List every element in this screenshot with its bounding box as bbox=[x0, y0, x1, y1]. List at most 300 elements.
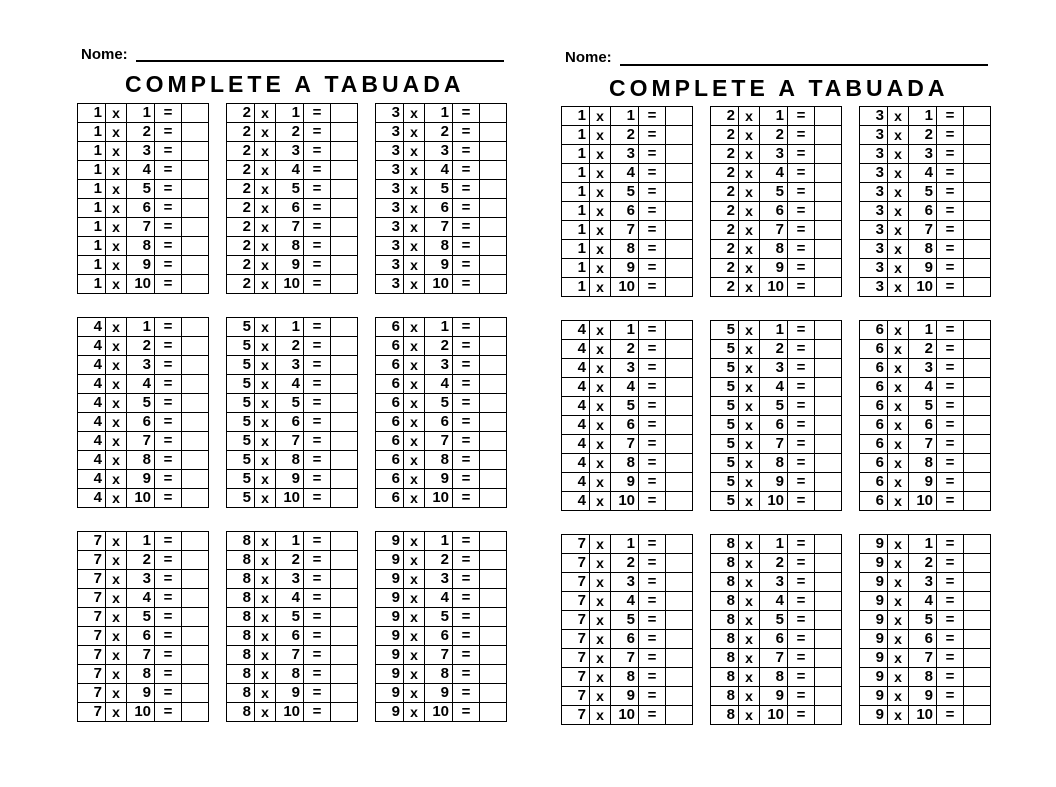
equals-cell: = bbox=[639, 668, 666, 687]
operator-cell: x bbox=[888, 202, 909, 221]
operator-cell: x bbox=[255, 413, 276, 432]
operator-cell: x bbox=[590, 554, 611, 573]
equals-cell: = bbox=[304, 256, 331, 275]
operator-cell: x bbox=[255, 684, 276, 703]
operator-cell: x bbox=[106, 551, 127, 570]
operator-cell: x bbox=[739, 554, 760, 573]
operator-cell: x bbox=[739, 240, 760, 259]
answer-cell[interactable] bbox=[964, 492, 991, 511]
equals-cell: = bbox=[639, 397, 666, 416]
multiplier-cell: 3 bbox=[276, 356, 304, 375]
factor-cell: 9 bbox=[376, 627, 404, 646]
answer-cell[interactable] bbox=[666, 164, 693, 183]
answer-cell[interactable] bbox=[964, 378, 991, 397]
equals-cell: = bbox=[155, 123, 182, 142]
operator-cell: x bbox=[404, 551, 425, 570]
equals-cell: = bbox=[453, 551, 480, 570]
operator-cell: x bbox=[106, 589, 127, 608]
factor-cell: 8 bbox=[227, 589, 255, 608]
equals-cell: = bbox=[304, 451, 331, 470]
multiplier-cell: 1 bbox=[127, 104, 155, 123]
multiplier-cell: 7 bbox=[425, 218, 453, 237]
equals-cell: = bbox=[788, 630, 815, 649]
multiplier-cell: 6 bbox=[909, 416, 937, 435]
equals-cell: = bbox=[937, 240, 964, 259]
multiplier-cell: 5 bbox=[425, 180, 453, 199]
answer-cell[interactable] bbox=[666, 611, 693, 630]
table-row bbox=[860, 611, 991, 630]
operator-cell: x bbox=[590, 259, 611, 278]
multiplier-cell: 5 bbox=[611, 397, 639, 416]
multiplier-cell: 7 bbox=[909, 435, 937, 454]
multiplier-cell: 2 bbox=[127, 551, 155, 570]
equals-cell: = bbox=[788, 573, 815, 592]
table-row bbox=[562, 416, 693, 435]
multiplier-cell: 4 bbox=[760, 592, 788, 611]
table-row bbox=[860, 554, 991, 573]
answer-cell[interactable] bbox=[815, 126, 842, 145]
answer-cell[interactable] bbox=[666, 397, 693, 416]
answer-cell[interactable] bbox=[815, 473, 842, 492]
operator-cell: x bbox=[739, 573, 760, 592]
equals-cell: = bbox=[304, 161, 331, 180]
factor-cell: 3 bbox=[860, 164, 888, 183]
answer-cell[interactable] bbox=[815, 145, 842, 164]
answer-cell[interactable] bbox=[666, 492, 693, 511]
answer-cell[interactable] bbox=[815, 687, 842, 706]
factor-cell: 3 bbox=[860, 202, 888, 221]
equals-cell: = bbox=[453, 665, 480, 684]
equals-cell: = bbox=[788, 145, 815, 164]
equals-cell: = bbox=[453, 394, 480, 413]
operator-cell: x bbox=[739, 221, 760, 240]
table-row bbox=[860, 706, 991, 725]
table-row bbox=[562, 221, 693, 240]
equals-cell: = bbox=[639, 592, 666, 611]
answer-cell[interactable] bbox=[666, 473, 693, 492]
equals-cell: = bbox=[155, 413, 182, 432]
multiplier-cell: 4 bbox=[425, 589, 453, 608]
factor-cell: 2 bbox=[227, 104, 255, 123]
answer-cell[interactable] bbox=[666, 416, 693, 435]
multiplier-cell: 10 bbox=[611, 278, 639, 297]
operator-cell: x bbox=[404, 256, 425, 275]
equals-cell: = bbox=[937, 630, 964, 649]
answer-cell[interactable] bbox=[666, 687, 693, 706]
answer-cell[interactable] bbox=[666, 668, 693, 687]
equals-cell: = bbox=[453, 180, 480, 199]
answer-cell[interactable] bbox=[964, 535, 991, 554]
answer-cell[interactable] bbox=[666, 359, 693, 378]
multiplier-cell: 5 bbox=[909, 611, 937, 630]
answer-cell[interactable] bbox=[815, 416, 842, 435]
operator-cell: x bbox=[106, 375, 127, 394]
operator-cell: x bbox=[255, 703, 276, 722]
answer-cell[interactable] bbox=[815, 183, 842, 202]
answer-cell[interactable] bbox=[964, 435, 991, 454]
operator-cell: x bbox=[404, 218, 425, 237]
answer-cell[interactable] bbox=[666, 435, 693, 454]
equals-cell: = bbox=[937, 573, 964, 592]
answer-cell[interactable] bbox=[666, 202, 693, 221]
answer-cell[interactable] bbox=[964, 202, 991, 221]
factor-cell: 1 bbox=[562, 126, 590, 145]
answer-cell[interactable] bbox=[666, 706, 693, 725]
factor-cell: 9 bbox=[376, 589, 404, 608]
answer-cell[interactable] bbox=[666, 240, 693, 259]
multiplier-cell: 9 bbox=[611, 473, 639, 492]
answer-cell[interactable] bbox=[815, 630, 842, 649]
equals-cell: = bbox=[639, 183, 666, 202]
factor-cell: 3 bbox=[860, 107, 888, 126]
equals-cell: = bbox=[304, 142, 331, 161]
equals-cell: = bbox=[155, 104, 182, 123]
multiplier-cell: 5 bbox=[760, 611, 788, 630]
multiplier-cell: 2 bbox=[760, 554, 788, 573]
answer-cell[interactable] bbox=[815, 492, 842, 511]
table-row bbox=[711, 416, 842, 435]
factor-cell: 6 bbox=[860, 473, 888, 492]
times-table-3 bbox=[859, 106, 991, 297]
factor-cell: 3 bbox=[376, 199, 404, 218]
answer-cell[interactable] bbox=[964, 454, 991, 473]
operator-cell: x bbox=[255, 608, 276, 627]
answer-cell[interactable] bbox=[815, 164, 842, 183]
multiplier-cell: 9 bbox=[276, 256, 304, 275]
operator-cell: x bbox=[739, 630, 760, 649]
answer-cell[interactable] bbox=[964, 145, 991, 164]
operator-cell: x bbox=[404, 123, 425, 142]
multiplier-cell: 2 bbox=[909, 340, 937, 359]
multiplier-cell: 9 bbox=[425, 684, 453, 703]
operator-cell: x bbox=[404, 180, 425, 199]
answer-cell[interactable] bbox=[666, 554, 693, 573]
answer-cell[interactable] bbox=[964, 668, 991, 687]
operator-cell: x bbox=[888, 649, 909, 668]
answer-cell[interactable] bbox=[815, 649, 842, 668]
factor-cell: 3 bbox=[376, 142, 404, 161]
equals-cell: = bbox=[304, 570, 331, 589]
equals-cell: = bbox=[155, 275, 182, 294]
operator-cell: x bbox=[590, 416, 611, 435]
answer-cell[interactable] bbox=[666, 126, 693, 145]
answer-cell[interactable] bbox=[964, 706, 991, 725]
operator-cell: x bbox=[590, 164, 611, 183]
answer-cell[interactable] bbox=[964, 221, 991, 240]
multiplier-cell: 4 bbox=[760, 378, 788, 397]
answer-cell[interactable] bbox=[815, 611, 842, 630]
answer-cell[interactable] bbox=[815, 397, 842, 416]
factor-cell: 2 bbox=[711, 259, 739, 278]
answer-cell[interactable] bbox=[815, 706, 842, 725]
multiplier-cell: 10 bbox=[127, 489, 155, 508]
factor-cell: 7 bbox=[562, 687, 590, 706]
equals-cell: = bbox=[639, 378, 666, 397]
answer-cell[interactable] bbox=[666, 340, 693, 359]
table-row bbox=[711, 454, 842, 473]
factor-cell: 5 bbox=[711, 416, 739, 435]
multiplier-cell: 9 bbox=[425, 256, 453, 275]
equals-cell: = bbox=[155, 470, 182, 489]
answer-cell[interactable] bbox=[815, 340, 842, 359]
answer-cell[interactable] bbox=[815, 240, 842, 259]
equals-cell: = bbox=[639, 435, 666, 454]
factor-cell: 9 bbox=[376, 684, 404, 703]
answer-cell[interactable] bbox=[815, 592, 842, 611]
factor-cell: 9 bbox=[860, 668, 888, 687]
answer-cell[interactable] bbox=[815, 221, 842, 240]
operator-cell: x bbox=[404, 104, 425, 123]
answer-cell[interactable] bbox=[815, 359, 842, 378]
table-row bbox=[711, 126, 842, 145]
multiplier-cell: 3 bbox=[760, 145, 788, 164]
equals-cell: = bbox=[453, 470, 480, 489]
answer-cell[interactable] bbox=[666, 378, 693, 397]
answer-cell[interactable] bbox=[964, 240, 991, 259]
factor-cell: 1 bbox=[562, 278, 590, 297]
answer-cell[interactable] bbox=[666, 535, 693, 554]
factor-cell: 9 bbox=[860, 630, 888, 649]
answer-cell[interactable] bbox=[815, 454, 842, 473]
multiplier-cell: 9 bbox=[909, 259, 937, 278]
equals-cell: = bbox=[304, 104, 331, 123]
multiplier-cell: 3 bbox=[425, 142, 453, 161]
equals-cell: = bbox=[937, 649, 964, 668]
equals-cell: = bbox=[788, 554, 815, 573]
equals-cell: = bbox=[453, 608, 480, 627]
multiplier-cell: 6 bbox=[127, 413, 155, 432]
operator-cell: x bbox=[106, 413, 127, 432]
equals-cell: = bbox=[937, 378, 964, 397]
equals-cell: = bbox=[788, 611, 815, 630]
answer-cell[interactable] bbox=[964, 259, 991, 278]
factor-cell: 7 bbox=[562, 649, 590, 668]
equals-cell: = bbox=[937, 668, 964, 687]
equals-cell: = bbox=[453, 703, 480, 722]
table-row bbox=[711, 573, 842, 592]
equals-cell: = bbox=[788, 183, 815, 202]
multiplier-cell: 3 bbox=[611, 359, 639, 378]
answer-cell[interactable] bbox=[964, 126, 991, 145]
equals-cell: = bbox=[304, 646, 331, 665]
operator-cell: x bbox=[255, 161, 276, 180]
factor-cell: 5 bbox=[711, 378, 739, 397]
operator-cell: x bbox=[590, 145, 611, 164]
factor-cell: 4 bbox=[78, 394, 106, 413]
answer-cell[interactable] bbox=[964, 473, 991, 492]
answer-cell[interactable] bbox=[666, 221, 693, 240]
table-row bbox=[562, 145, 693, 164]
answer-cell[interactable] bbox=[666, 592, 693, 611]
multiplier-cell: 3 bbox=[611, 145, 639, 164]
answer-cell[interactable] bbox=[666, 145, 693, 164]
answer-cell[interactable] bbox=[815, 107, 842, 126]
factor-cell: 6 bbox=[376, 375, 404, 394]
answer-cell[interactable] bbox=[964, 397, 991, 416]
operator-cell: x bbox=[739, 378, 760, 397]
answer-cell[interactable] bbox=[815, 554, 842, 573]
operator-cell: x bbox=[590, 473, 611, 492]
multiplier-cell: 2 bbox=[909, 126, 937, 145]
operator-cell: x bbox=[888, 416, 909, 435]
multiplier-cell: 3 bbox=[611, 573, 639, 592]
equals-cell: = bbox=[304, 665, 331, 684]
factor-cell: 5 bbox=[711, 454, 739, 473]
operator-cell: x bbox=[255, 489, 276, 508]
factor-cell: 2 bbox=[711, 221, 739, 240]
answer-cell[interactable] bbox=[815, 535, 842, 554]
operator-cell: x bbox=[888, 321, 909, 340]
factor-cell: 4 bbox=[562, 473, 590, 492]
answer-cell[interactable] bbox=[964, 416, 991, 435]
multiplier-cell: 3 bbox=[760, 359, 788, 378]
answer-cell[interactable] bbox=[815, 202, 842, 221]
answer-cell[interactable] bbox=[666, 259, 693, 278]
multiplier-cell: 3 bbox=[909, 145, 937, 164]
multiplier-cell: 4 bbox=[611, 592, 639, 611]
answer-cell[interactable] bbox=[964, 687, 991, 706]
equals-cell: = bbox=[639, 573, 666, 592]
equals-cell: = bbox=[304, 470, 331, 489]
equals-cell: = bbox=[788, 668, 815, 687]
answer-cell[interactable] bbox=[666, 278, 693, 297]
operator-cell: x bbox=[888, 554, 909, 573]
multiplier-cell: 2 bbox=[425, 337, 453, 356]
operator-cell: x bbox=[590, 321, 611, 340]
factor-cell: 3 bbox=[860, 183, 888, 202]
operator-cell: x bbox=[255, 337, 276, 356]
multiplier-cell: 5 bbox=[425, 394, 453, 413]
answer-cell[interactable] bbox=[815, 573, 842, 592]
factor-cell: 8 bbox=[711, 554, 739, 573]
answer-cell[interactable] bbox=[964, 107, 991, 126]
multiplier-cell: 2 bbox=[425, 551, 453, 570]
answer-cell[interactable] bbox=[666, 107, 693, 126]
answer-cell[interactable] bbox=[666, 649, 693, 668]
answer-cell[interactable] bbox=[815, 378, 842, 397]
table-row bbox=[860, 454, 991, 473]
multiplier-cell: 10 bbox=[425, 275, 453, 294]
answer-cell[interactable] bbox=[964, 359, 991, 378]
answer-cell[interactable] bbox=[815, 435, 842, 454]
multiplier-cell: 5 bbox=[127, 608, 155, 627]
equals-cell: = bbox=[453, 489, 480, 508]
multiplier-cell: 1 bbox=[127, 532, 155, 551]
times-table-2 bbox=[710, 106, 842, 297]
operator-cell: x bbox=[106, 432, 127, 451]
operator-cell: x bbox=[888, 668, 909, 687]
factor-cell: 4 bbox=[562, 340, 590, 359]
worksheet-title: COMPLETE A TABUADA bbox=[609, 75, 949, 101]
answer-cell[interactable] bbox=[666, 183, 693, 202]
factor-cell: 7 bbox=[562, 668, 590, 687]
answer-cell[interactable] bbox=[666, 321, 693, 340]
factor-cell: 2 bbox=[711, 202, 739, 221]
factor-cell: 8 bbox=[711, 611, 739, 630]
multiplier-cell: 9 bbox=[425, 470, 453, 489]
operator-cell: x bbox=[888, 359, 909, 378]
equals-cell: = bbox=[304, 703, 331, 722]
operator-cell: x bbox=[255, 142, 276, 161]
answer-cell[interactable] bbox=[666, 573, 693, 592]
equals-cell: = bbox=[155, 218, 182, 237]
equals-cell: = bbox=[788, 221, 815, 240]
equals-cell: = bbox=[304, 489, 331, 508]
table-row bbox=[562, 649, 693, 668]
factor-cell: 4 bbox=[78, 375, 106, 394]
answer-cell[interactable] bbox=[964, 592, 991, 611]
answer-cell[interactable] bbox=[964, 554, 991, 573]
factor-cell: 9 bbox=[860, 706, 888, 725]
multiplier-cell: 8 bbox=[425, 665, 453, 684]
operator-cell: x bbox=[590, 340, 611, 359]
factor-cell: 7 bbox=[562, 611, 590, 630]
multiplier-cell: 5 bbox=[276, 180, 304, 199]
equals-cell: = bbox=[639, 706, 666, 725]
answer-cell[interactable] bbox=[964, 340, 991, 359]
factor-cell: 9 bbox=[376, 570, 404, 589]
operator-cell: x bbox=[739, 278, 760, 297]
operator-cell: x bbox=[888, 107, 909, 126]
factor-cell: 6 bbox=[376, 394, 404, 413]
answer-cell[interactable] bbox=[964, 611, 991, 630]
equals-cell: = bbox=[453, 413, 480, 432]
operator-cell: x bbox=[739, 454, 760, 473]
multiplier-cell: 7 bbox=[909, 649, 937, 668]
times-table-9 bbox=[859, 534, 991, 725]
operator-cell: x bbox=[590, 278, 611, 297]
answer-cell[interactable] bbox=[815, 321, 842, 340]
answer-cell[interactable] bbox=[964, 649, 991, 668]
operator-cell: x bbox=[590, 573, 611, 592]
answer-cell[interactable] bbox=[815, 259, 842, 278]
answer-cell[interactable] bbox=[964, 278, 991, 297]
operator-cell: x bbox=[106, 532, 127, 551]
factor-cell: 8 bbox=[711, 706, 739, 725]
equals-cell: = bbox=[639, 473, 666, 492]
table-row bbox=[562, 202, 693, 221]
table-row bbox=[562, 183, 693, 202]
answer-cell[interactable] bbox=[666, 454, 693, 473]
equals-cell: = bbox=[155, 375, 182, 394]
answer-cell[interactable] bbox=[666, 630, 693, 649]
answer-cell[interactable] bbox=[964, 321, 991, 340]
multiplier-cell: 10 bbox=[425, 489, 453, 508]
multiplier-cell: 10 bbox=[909, 492, 937, 511]
answer-cell[interactable] bbox=[964, 164, 991, 183]
multiplier-cell: 1 bbox=[276, 532, 304, 551]
equals-cell: = bbox=[155, 318, 182, 337]
equals-cell: = bbox=[304, 199, 331, 218]
answer-cell[interactable] bbox=[964, 183, 991, 202]
operator-cell: x bbox=[888, 535, 909, 554]
operator-cell: x bbox=[590, 668, 611, 687]
answer-cell[interactable] bbox=[964, 573, 991, 592]
table-row bbox=[860, 202, 991, 221]
answer-cell[interactable] bbox=[964, 630, 991, 649]
equals-cell: = bbox=[304, 337, 331, 356]
factor-cell: 6 bbox=[860, 359, 888, 378]
answer-cell[interactable] bbox=[815, 668, 842, 687]
equals-cell: = bbox=[304, 608, 331, 627]
multiplier-cell: 1 bbox=[425, 104, 453, 123]
factor-cell: 5 bbox=[227, 489, 255, 508]
equals-cell: = bbox=[937, 202, 964, 221]
equals-cell: = bbox=[453, 142, 480, 161]
factor-cell: 2 bbox=[711, 145, 739, 164]
multiplier-cell: 10 bbox=[276, 703, 304, 722]
answer-cell[interactable] bbox=[815, 278, 842, 297]
